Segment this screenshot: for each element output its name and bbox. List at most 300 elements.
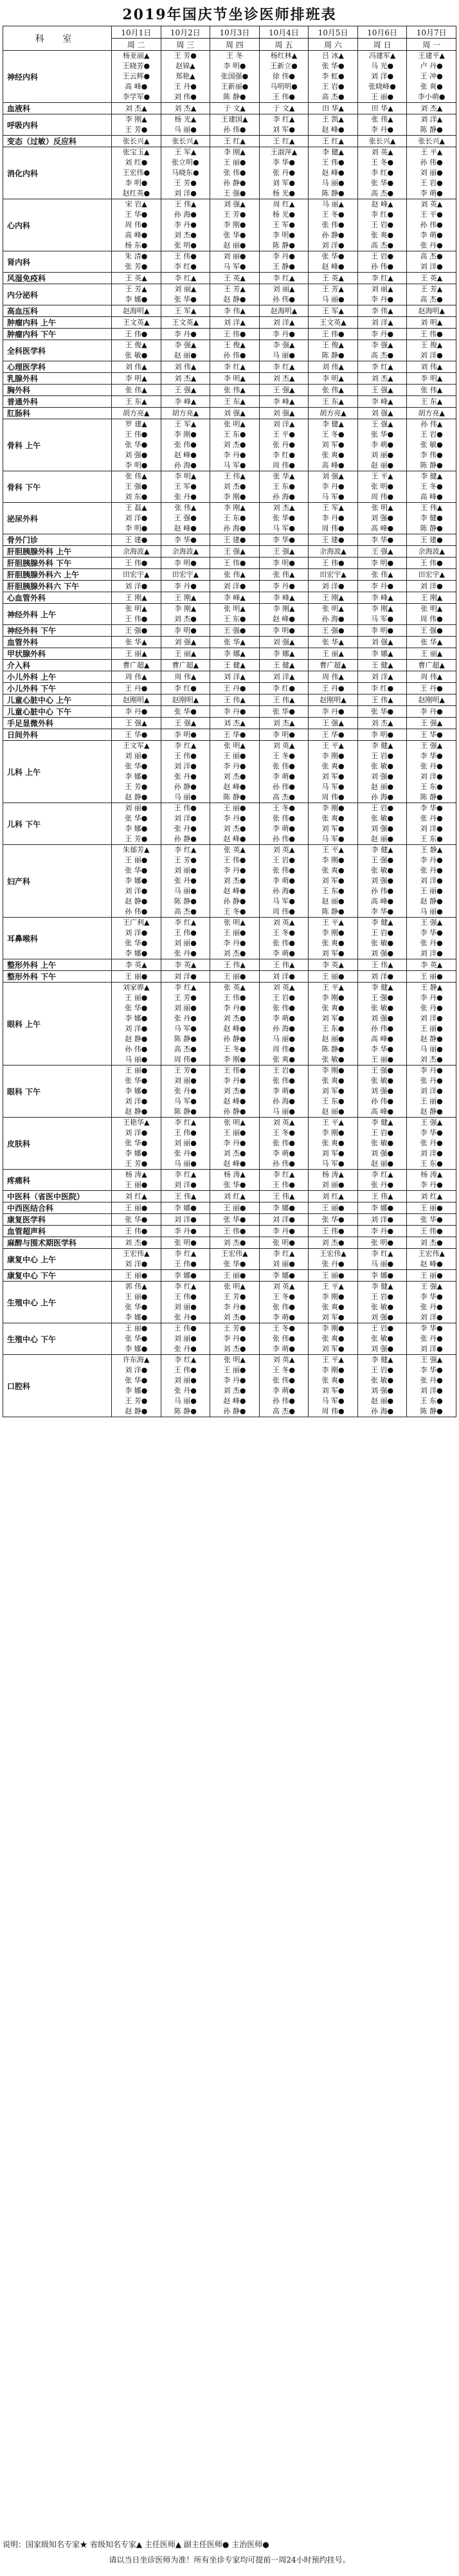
doctor-name: 李 丹●: [223, 1334, 246, 1343]
schedule-cell: [112, 683, 161, 694]
dept-name: 神经外科 上午: [3, 604, 112, 625]
schedule-cell: [309, 373, 358, 385]
doctor-name: 刘 洋●: [125, 1260, 148, 1268]
schedule-cell: [161, 1249, 210, 1270]
schedule-cell: [407, 718, 456, 729]
doctor-name: 张 爽●: [321, 814, 345, 822]
doctor-name: 田宏宇▲: [172, 570, 199, 579]
dept-name: 妇产科: [3, 845, 112, 918]
schedule-cell: [309, 147, 358, 199]
doctor-name: 李 刚●: [321, 1324, 345, 1332]
doctor-name: 王 军▲: [322, 503, 345, 512]
doctor-name: 王 伟▲: [273, 960, 295, 969]
doctor-name: 刘 红▲: [420, 1192, 443, 1201]
doctor-name: 刘 军●: [321, 1345, 345, 1353]
doctor-name: 张 华●: [125, 1004, 148, 1012]
schedule-cell: [112, 845, 161, 918]
doctor-name: 王 芳●: [125, 1159, 148, 1168]
schedule-cell: [112, 558, 161, 569]
schedule-cell: [161, 251, 210, 273]
doctor-name: 李 刚●: [321, 752, 345, 760]
doctor-name: 刘 洋▲: [223, 318, 246, 327]
doctor-name: 王 强●: [420, 626, 443, 635]
dept-row: [3, 648, 456, 660]
schedule-cell: [259, 637, 309, 648]
doctor-name: 刘 洋●: [174, 1181, 197, 1189]
doctor-name: 李 健▲: [371, 1118, 393, 1127]
doctor-name: 马 丽●: [174, 887, 197, 895]
schedule-cell: [357, 340, 407, 361]
doctor-name: 张长兴▲: [172, 136, 199, 145]
doctor-name: 李 萌●: [272, 1014, 296, 1022]
doctor-name: 李 明▲: [223, 374, 246, 383]
doctor-name: 李 华●: [174, 535, 197, 544]
doctor-name: 马 丽●: [174, 125, 197, 134]
dept-row: [3, 251, 456, 273]
doctor-name: 王 东●: [223, 615, 246, 623]
doctor-name: 王 强▲: [273, 547, 295, 556]
schedule-cell: [112, 1323, 161, 1355]
doctor-name: 张 爽●: [420, 82, 443, 91]
doctor-name: 李 红▲: [223, 362, 246, 371]
dept-row: [3, 103, 456, 114]
doctor-name: 刘 军●: [321, 1087, 345, 1095]
schedule-cell: [407, 660, 456, 671]
schedule-cell: [357, 581, 407, 592]
doctor-name: 王 岩●: [420, 179, 443, 187]
schedule-cell: [357, 199, 407, 251]
doctor-name: 刘 洋●: [174, 762, 197, 770]
dept-name: 内分泌科: [3, 284, 112, 305]
dept-row: [3, 1226, 456, 1237]
doctor-name: 李 丹●: [223, 1139, 246, 1147]
dept-name: 耳鼻喉科: [3, 918, 112, 959]
doctor-name: 刘 洋●: [420, 772, 443, 781]
doctor-name: 陈 静●: [420, 1407, 443, 1415]
dept-row: [3, 503, 456, 534]
doctor-name: 王 健▲: [223, 660, 246, 669]
schedule-cell: [309, 660, 358, 671]
doctor-name: 马 丽●: [420, 907, 443, 916]
doctor-name: 张 敏●: [371, 1303, 394, 1311]
dept-name: 儿科 上午: [3, 741, 112, 803]
doctor-name: 高 杰●: [420, 252, 443, 260]
doctor-name: 李 丹●: [321, 514, 345, 522]
schedule-cell: [210, 1249, 260, 1270]
schedule-cell: [407, 329, 456, 340]
doctor-name: 李 明▲: [174, 472, 197, 480]
doctor-name: 王 红▲: [273, 136, 295, 145]
doctor-name: 刘 伟▲: [174, 362, 197, 371]
dept-row: [3, 581, 456, 592]
doctor-name: 刘 强●: [371, 1313, 394, 1321]
doctor-name: 高 杰●: [272, 793, 296, 801]
doctor-name: 刘 洋▲: [273, 672, 295, 681]
dept-name: 乳腺外科: [3, 373, 112, 385]
doctor-name: 赵 峰●: [223, 1159, 246, 1168]
doctor-name: 张 伟●: [321, 221, 345, 229]
schedule-cell: [210, 959, 260, 971]
doctor-name: 王 芳●: [174, 856, 197, 864]
schedule-cell: [210, 706, 260, 718]
doctor-name: 张 伟●: [272, 1076, 296, 1085]
doctor-name: 李 萌●: [272, 1149, 296, 1157]
schedule-cell: [259, 340, 309, 361]
schedule-cell: [357, 273, 407, 284]
doctor-name: 余海波▲: [418, 547, 445, 556]
doctor-name: 张 伟●: [272, 1004, 296, 1012]
doctor-name: 赵 静●: [125, 1407, 148, 1415]
doctor-name: 刘 伟●: [174, 93, 197, 101]
doctor-name: 赵 静●: [420, 897, 443, 905]
schedule-cell: [407, 317, 456, 329]
doctor-name: 陈 静●: [223, 93, 246, 101]
doctor-name: 张 华●: [125, 1076, 148, 1085]
doctor-name: 杨 涛▲: [420, 1170, 443, 1179]
doctor-name: 田宏宇▲: [123, 570, 150, 579]
doctor-name: 李 强▲: [174, 341, 197, 349]
doctor-name: 王 强▲: [420, 1282, 443, 1291]
schedule-cell: [309, 329, 358, 340]
doctor-name: 赵 静●: [125, 1035, 148, 1043]
schedule-cell: [161, 385, 210, 396]
doctor-name: 周 伟●: [272, 1045, 296, 1053]
doctor-name: 王 冬●: [223, 1045, 246, 1053]
doctor-name: 王 东▲: [420, 397, 443, 406]
dept-name: 眼科 下午: [3, 1066, 112, 1118]
schedule-cell: [259, 1202, 309, 1214]
doctor-name: 刘 丽●: [125, 752, 148, 760]
doctor-name: 刘 洋●: [125, 1024, 148, 1033]
dept-name: 肿瘤内科 下午: [3, 329, 112, 340]
doctor-name: 李 伟●: [420, 451, 443, 459]
schedule-cell: [161, 1270, 210, 1282]
doctor-name: 刘 杰▲: [174, 374, 197, 383]
doctor-name: 王 伟●: [125, 558, 148, 567]
schedule-cell: [112, 581, 161, 592]
doctor-name: 赵 丽●: [223, 241, 246, 249]
doctor-name: 刘 洋●: [272, 972, 296, 981]
schedule-cell: [210, 683, 260, 694]
doctor-name: 李 明●: [272, 626, 296, 635]
doctor-name: 李 红●: [174, 262, 197, 271]
doctor-name: 刘 洋●: [420, 262, 443, 271]
doctor-name: 田 华▲: [371, 104, 393, 113]
doctor-name: 李 明●: [125, 524, 148, 532]
doctor-name: 李 健▲: [420, 472, 443, 480]
schedule-cell: [210, 305, 260, 317]
doctor-name: 张 华▲: [322, 637, 345, 646]
schedule-cell: [259, 581, 309, 592]
doctor-name: 王 强▲: [420, 1118, 443, 1127]
schedule-cell: [309, 971, 358, 983]
doctor-name: 李 明●: [174, 626, 197, 635]
schedule-cell: [407, 51, 456, 103]
doctor-name: 张 华●: [223, 1215, 246, 1224]
doctor-name: 高 峰●: [371, 897, 394, 905]
doctor-name: 王 丽●: [125, 1066, 148, 1075]
doctor-name: 王 伟▲: [371, 960, 393, 969]
doctor-name: 王 东●: [420, 1159, 443, 1168]
doctor-name: 王文英▲: [123, 318, 150, 327]
doctor-name: 李 红●: [371, 168, 394, 177]
doctor-name: 王 伟▲: [420, 503, 443, 512]
doctor-name: 张 伟▲: [174, 503, 197, 512]
schedule-cell: [161, 918, 210, 959]
doctor-name: 胡方亮▲: [172, 408, 199, 417]
doctor-name: 李 华●: [371, 535, 394, 544]
doctor-name: 王 健▲: [371, 660, 393, 669]
doctor-name: 张 华●: [371, 430, 394, 439]
dept-name: 口腔科: [3, 1355, 112, 1417]
doctor-name: 田宏宇▲: [418, 570, 445, 579]
doctor-name: 李 峰▲: [371, 397, 393, 406]
schedule-cell: [161, 1214, 210, 1226]
doctor-name: 张 英▲: [223, 846, 246, 854]
doctor-name: 王 平▲: [322, 741, 345, 750]
dept-name: 血管超声科: [3, 1226, 112, 1237]
doctor-name: 王 东●: [420, 783, 443, 791]
schedule-cell: [309, 503, 358, 534]
doctor-name: 王 丽●: [420, 1097, 443, 1105]
dept-row: [3, 1323, 456, 1355]
schedule-cell: [357, 1202, 407, 1214]
schedule-cell: [259, 983, 309, 1066]
schedule-cell: [309, 1237, 358, 1249]
doctor-name: 王 冬●: [272, 752, 296, 760]
doctor-name: 李 萌●: [272, 876, 296, 885]
schedule-cell: [259, 1270, 309, 1282]
schedule-cell: [357, 385, 407, 396]
schedule-cell: [112, 317, 161, 329]
doctor-name: 王 丽●: [223, 1129, 246, 1137]
schedule-cell: [309, 803, 358, 845]
schedule-cell: [161, 136, 210, 147]
schedule-cell: [357, 569, 407, 581]
doctor-name: 王 岩●: [371, 1293, 394, 1301]
schedule-cell: [357, 1170, 407, 1191]
dept-name: 整形外科 下午: [3, 971, 112, 983]
doctor-name: 李 丹●: [371, 581, 394, 590]
schedule-cell: [407, 136, 456, 147]
doctor-name: 李 明▲: [125, 374, 147, 383]
doctor-name: 王 英▲: [223, 273, 246, 282]
doctor-name: 李 峰▲: [174, 397, 197, 406]
schedule-cell: [161, 305, 210, 317]
doctor-name: 刘 丽▲: [273, 285, 295, 293]
doctor-name: 赵 丽●: [371, 1397, 394, 1405]
doctor-name: 王 英▲: [125, 273, 147, 282]
doctor-name: 王 芳●: [223, 1324, 246, 1332]
doctor-name: 杨 涛▲: [125, 1170, 147, 1179]
weekday-header: 周 日: [357, 39, 407, 51]
schedule-cell: [112, 983, 161, 1066]
doctor-name: 李 丹●: [223, 707, 246, 716]
schedule-cell: [210, 1270, 260, 1282]
schedule-cell: [210, 592, 260, 604]
doctor-name: 赵 峰●: [174, 524, 197, 532]
schedule-cell: [259, 273, 309, 284]
schedule-cell: [259, 1249, 309, 1270]
doctor-name: 王 丽●: [420, 1024, 443, 1033]
doctor-name: 刘 洋▲: [420, 115, 443, 123]
doctor-name: 李 娜●: [125, 949, 148, 957]
doctor-name: 陈 静●: [420, 793, 443, 801]
doctor-name: 张 爽●: [321, 451, 345, 459]
dept-name: 康复中心 上午: [3, 1249, 112, 1270]
schedule-cell: [112, 971, 161, 983]
schedule-cell: [210, 625, 260, 637]
doctor-name: 张晓峰●: [368, 82, 396, 91]
doctor-name: 张 华●: [174, 295, 197, 304]
doctor-name: 刘 丽●: [174, 1139, 197, 1147]
doctor-name: 李 虹●: [321, 72, 345, 80]
doctor-name: 王 东●: [223, 430, 246, 439]
schedule-cell: [210, 114, 260, 136]
doctor-name: 李 红▲: [371, 1249, 393, 1258]
dept-row: [3, 1249, 456, 1270]
doctor-name: 刘 英▲: [420, 200, 443, 208]
doctor-name: 张 丹●: [174, 824, 197, 833]
doctor-name: 张 丹●: [174, 949, 197, 957]
schedule-cell: [210, 317, 260, 329]
dept-row: [3, 983, 456, 1066]
doctor-name: 刘 军●: [321, 949, 345, 957]
schedule-cell: [112, 706, 161, 718]
doctor-name: 赵 峰●: [223, 1024, 246, 1033]
doctor-name: 李 娜●: [125, 876, 148, 885]
doctor-name: 张 明▲: [371, 503, 393, 512]
doctor-name: 马 丽●: [174, 1397, 197, 1405]
doctor-name: 刘 强●: [371, 1087, 394, 1095]
doctor-name: 张 丹●: [174, 1345, 197, 1353]
doctor-name: 马 军●: [371, 615, 394, 623]
doctor-name: 王 伟●: [125, 430, 148, 439]
dept-name: 神经外科 下午: [3, 625, 112, 637]
dept-row: [3, 660, 456, 671]
doctor-name: 刘 杰●: [223, 1238, 246, 1247]
schedule-cell: [357, 683, 407, 694]
dept-row: [3, 706, 456, 718]
schedule-cell: [210, 971, 260, 983]
doctor-name: 赵 丽●: [321, 897, 345, 905]
schedule-cell: [210, 660, 260, 671]
schedule-cell: [210, 1118, 260, 1170]
dept-name: 呼吸内科: [3, 114, 112, 136]
doctor-name: 王 强▲: [273, 385, 295, 394]
schedule-cell: [112, 1237, 161, 1249]
doctor-name: 王 伟●: [174, 1324, 197, 1332]
schedule-cell: [112, 114, 161, 136]
schedule-cell: [161, 694, 210, 706]
schedule-cell: [357, 1214, 407, 1226]
doctor-name: 王 丽●: [125, 1271, 148, 1280]
doctor-name: 李 丹●: [272, 252, 296, 260]
doctor-name: 孙 伟●: [272, 1397, 296, 1405]
doctor-name: 王 刚▲: [322, 593, 345, 602]
schedule-cell: [259, 1118, 309, 1170]
doctor-name: 孙 伟●: [125, 907, 148, 916]
doctor-name: 王 红▲: [322, 136, 345, 145]
doctor-name: 王 丽▲: [125, 649, 147, 658]
schedule-cell: [112, 340, 161, 361]
schedule-cell: [210, 604, 260, 625]
doctor-name: 刘 军●: [321, 772, 345, 781]
schedule-cell: [309, 1118, 358, 1170]
schedule-cell: [259, 1355, 309, 1417]
doctor-name: 马 丽●: [321, 179, 345, 187]
schedule-cell: [112, 361, 161, 373]
schedule-cell: [259, 136, 309, 147]
dept-name: 心血管外科: [3, 592, 112, 604]
schedule-cell: [112, 305, 161, 317]
doctor-name: 刘 杰●: [223, 1149, 246, 1157]
doctor-name: 王 丽●: [321, 972, 345, 981]
doctor-name: 张 华●: [223, 1260, 246, 1268]
doctor-name: 王 岩●: [371, 252, 394, 260]
schedule-cell: [309, 1170, 358, 1191]
dept-row: [3, 604, 456, 625]
doctor-name: 刘 军●: [272, 179, 296, 187]
doctor-name: 王 伟●: [420, 558, 443, 567]
doctor-name: 马晓东●: [172, 168, 199, 177]
doctor-name: 刘 强▲: [223, 200, 246, 208]
schedule-cell: [259, 1170, 309, 1191]
doctor-name: 李 红●: [272, 451, 296, 459]
doctor-name: 李 萌●: [272, 824, 296, 833]
doctor-name: 李 健▲: [371, 983, 393, 992]
schedule-cell: [309, 471, 358, 503]
doctor-name: 李 丹●: [223, 866, 246, 875]
dept-name: 生殖中心 下午: [3, 1323, 112, 1355]
schedule-cell: [210, 1202, 260, 1214]
doctor-name: 李 明●: [371, 558, 394, 567]
doctor-name: 马 丽●: [420, 1045, 443, 1053]
schedule-cell: [357, 1282, 407, 1323]
page-title: 2019年国庆节坐诊医师排班表: [122, 6, 337, 23]
schedule-cell: [259, 361, 309, 373]
schedule-cell: [309, 273, 358, 284]
doctor-name: 张 华▲: [223, 637, 246, 646]
schedule-cell: [161, 1202, 210, 1214]
doctor-name: 王 伟●: [223, 558, 246, 567]
schedule-cell: [112, 660, 161, 671]
schedule-cell: [309, 1323, 358, 1355]
doctor-name: 李 刚▲: [273, 604, 295, 613]
date-header: 10月7日: [407, 26, 456, 39]
doctor-name: 赵 峰●: [272, 615, 296, 623]
doctor-name: 马 丽▲: [322, 200, 345, 208]
doctor-name: 马 军●: [321, 1397, 345, 1405]
doctor-name: 王 伟●: [272, 1181, 296, 1189]
doctor-name: 张 爽●: [321, 1076, 345, 1085]
doctor-name: 胡方亮▲: [123, 408, 150, 417]
doctor-name: 刘 英▲: [371, 148, 393, 156]
schedule-cell: [112, 959, 161, 971]
doctor-name: 李 丹●: [125, 707, 148, 716]
doctor-name: 王 伟●: [223, 329, 246, 338]
doctor-name: 杨亚丽▲: [123, 51, 150, 60]
doctor-name: 张 丹●: [420, 1334, 443, 1343]
doctor-name: 李 明▲: [420, 374, 443, 383]
doctor-name: 李 刚▲: [371, 604, 393, 613]
doctor-name: 杨 光●: [272, 189, 296, 197]
schedule-cell: [309, 385, 358, 396]
dept-row: [3, 546, 456, 558]
doctor-name: 孙 海●: [321, 615, 345, 623]
doctor-name: 王 强▲: [371, 420, 393, 428]
doctor-name: 刘 洋●: [125, 581, 148, 590]
